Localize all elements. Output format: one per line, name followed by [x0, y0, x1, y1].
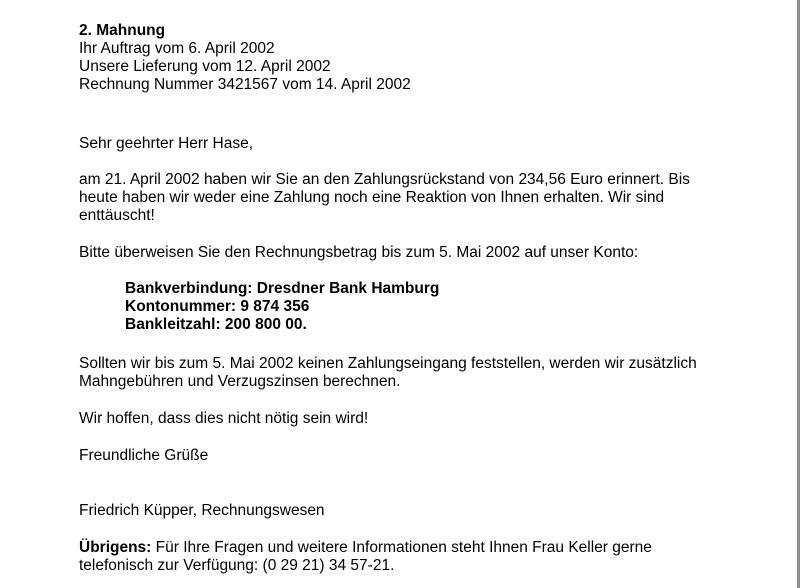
paragraph-line: am 21. April 2002 haben wir Sie an den Zahlungsrückstand von 234,56 Euro erinnert. Bis	[79, 171, 690, 188]
closing	[79, 447, 759, 465]
salutation-text: Sehr geehrter Herr Hase,	[79, 135, 254, 152]
bank-sort-code: Bankleitzahl: 200 800 00.	[125, 316, 307, 333]
invoice-reference: Rechnung Nummer 3421567 vom 14. April 2002	[79, 76, 411, 93]
salutation	[79, 135, 759, 153]
paragraph-line: heute haben wir weder eine Zahlung noch eine Reaktion von Ihnen erhalten. Wir sind	[79, 189, 665, 206]
paragraph-line: Wir hoffen, dass dies nicht nötig sein wird!	[79, 410, 369, 427]
postscript-line	[79, 539, 759, 557]
signature	[79, 502, 759, 520]
letter-header	[79, 22, 759, 94]
bank-connection: Bankverbindung: Dresdner Bank Hamburg	[125, 280, 440, 297]
paragraph-line: Sollten wir bis zum 5. Mai 2002 keinen Zahlungseingang feststellen, werden wir zusätzlich	[79, 355, 697, 372]
paragraph-hope	[79, 410, 759, 428]
postscript-line: telefonisch zur Verfügung: (0 29 21) 34 57-21.	[79, 557, 395, 574]
paragraph-fees	[79, 355, 759, 391]
closing-text: Freundliche Grüße	[79, 447, 209, 464]
paragraph-transfer	[79, 244, 759, 262]
paragraph-line: enttäuscht!	[79, 207, 155, 224]
postscript-text: Für Ihre Fragen und weitere Informationen steht Ihnen Frau Keller gerne	[151, 539, 652, 556]
signature-text: Friedrich Küpper, Rechnungswesen	[79, 502, 325, 519]
delivery-reference: Unsere Lieferung vom 12. April 2002	[79, 58, 331, 75]
paragraph-line: Bitte überweisen Sie den Rechnungsbetrag bis zum 5. Mai 2002 auf unser Konto:	[79, 244, 639, 261]
paragraph-line: Mahngebühren und Verzugszinsen berechnen.	[79, 373, 401, 390]
paragraph-reminder	[79, 171, 759, 225]
postscript	[79, 539, 759, 575]
account-number: Kontonummer: 9 874 356	[125, 298, 310, 315]
letter-title: 2. Mahnung	[79, 22, 166, 39]
bank-details	[125, 280, 439, 334]
order-reference: Ihr Auftrag vom 6. April 2002	[79, 40, 275, 57]
postscript-label: Übrigens:	[79, 539, 152, 556]
